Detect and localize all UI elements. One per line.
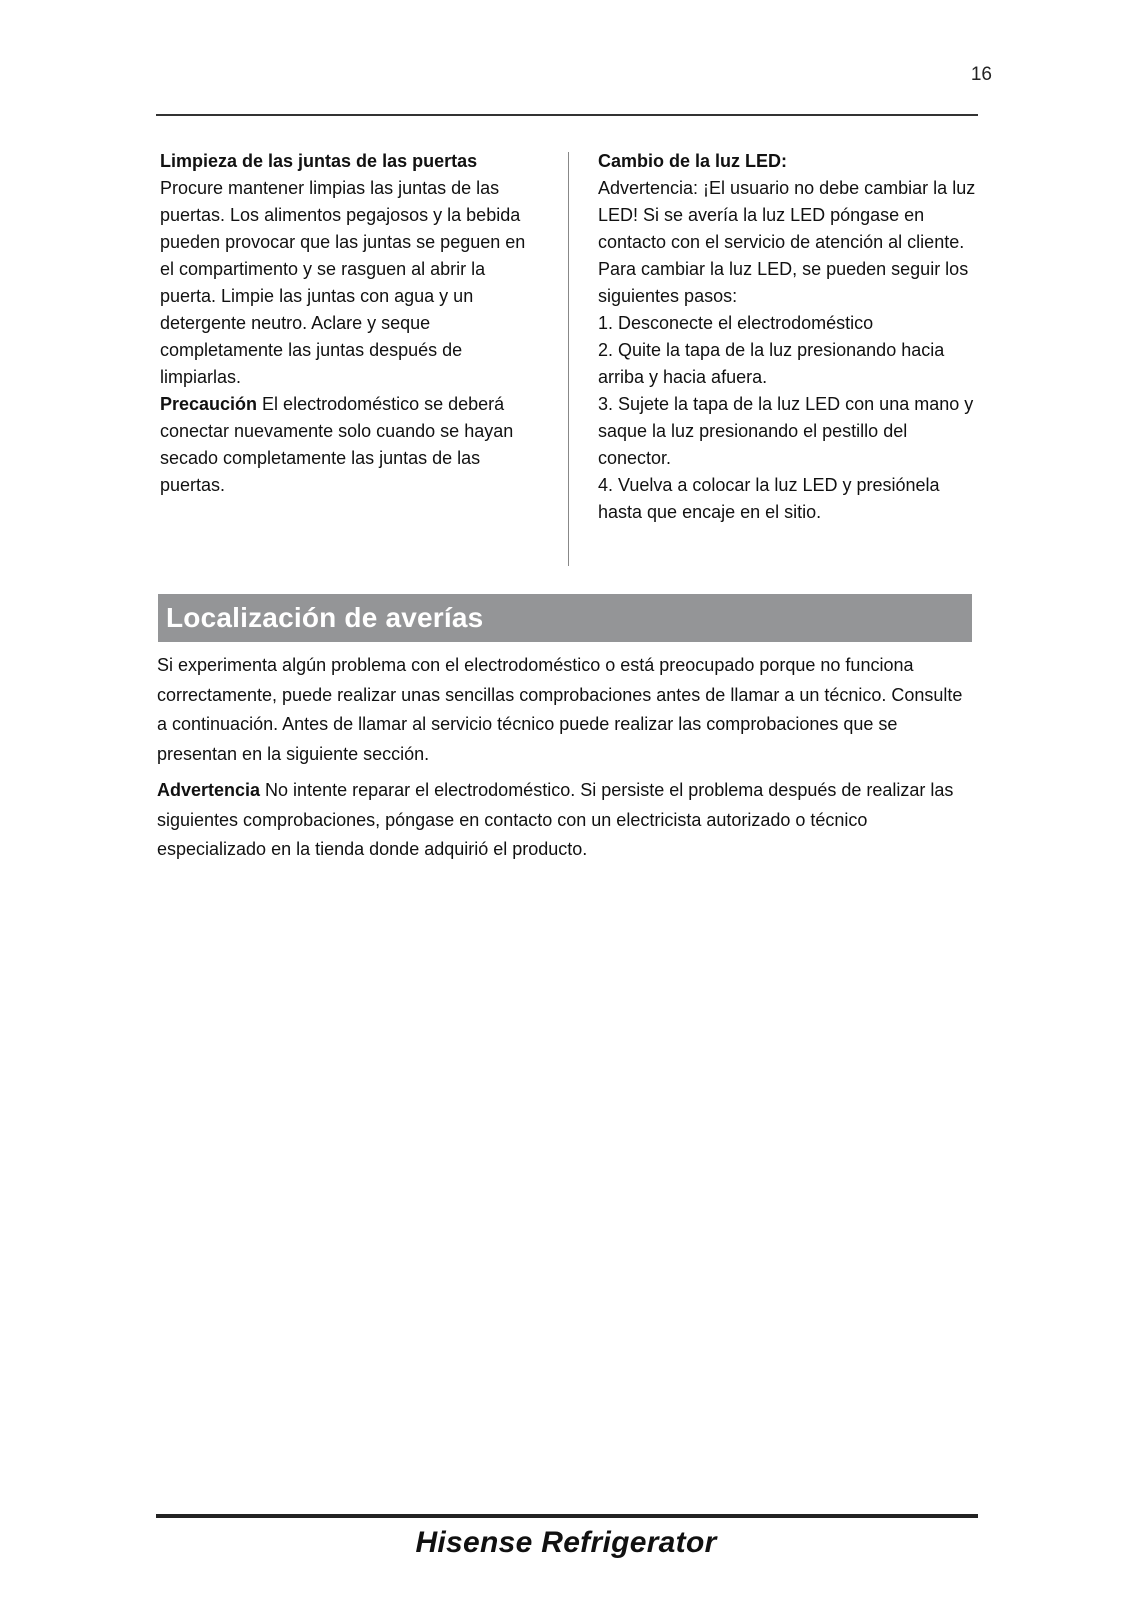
caution-text: El electrodoméstico se deberá conectar nuevamente solo cuando se hayan secado completamente las juntas de las puertas.: [160, 394, 514, 495]
led-step: 4. Vuelva a colocar la luz LED y presiónela hasta que encaje en el sitio.: [598, 475, 940, 522]
caution-paragraph: [160, 391, 540, 499]
intro-text: Si experimenta algún problema con el electrodoméstico o está preocupado porque no funciona correctamente, puede realizar unas sencillas comprobaciones antes de llamar a un técnico. Consulte a continuación. Antes de llamar al servicio técnico puede realizar las comprobaciones que se presentan en la siguiente sección.: [157, 655, 963, 764]
caution-label: Precaución: [160, 394, 258, 414]
warning-paragraph: [157, 776, 977, 865]
led-change-heading: Cambio de la luz LED:: [598, 151, 788, 171]
page-number: 16: [970, 64, 992, 85]
warning-label: Advertencia: [157, 780, 261, 800]
gasket-cleaning-text: Procure mantener limpias las juntas de las puertas. Los alimentos pegajosos y la bebida pueden provocar que las juntas se peguen en el compartimento y se rasguen al abrir la puerta. Limpie las juntas con agua y un detergente neutro. Aclare y seque completamente las juntas después de limpiarlas.: [160, 178, 526, 387]
right-column: [598, 148, 978, 526]
led-step: 2. Quite la tapa de la luz presionando hacia arriba y hacia afuera.: [598, 340, 945, 387]
warning-text: No intente reparar el electrodoméstico. Si persiste el problema después de realizar las siguientes comprobaciones, póngase en contacto con un electricista autorizado o técnico especializado en la tienda donde adquirió el producto.: [157, 780, 954, 859]
troubleshooting-intro: [157, 651, 977, 769]
left-column: [160, 148, 540, 499]
troubleshooting-warning: [157, 776, 977, 865]
led-step: 1. Desconecte el electrodoméstico: [598, 313, 874, 333]
footer-rule: [156, 1514, 978, 1518]
led-step: 3. Sujete la tapa de la luz LED con una mano y saque la luz presionando el pestillo del conector.: [598, 394, 974, 468]
section-header-bar: [158, 594, 972, 642]
led-change-text: Advertencia: ¡El usuario no debe cambiar la luz LED! Si se avería la luz LED póngase en contacto con el servicio de atención al cliente. Para cambiar la luz LED, se pueden seguir los siguientes pasos:: [598, 178, 976, 306]
section-title: Localización de averías: [166, 602, 484, 633]
gasket-cleaning-heading: Limpieza de las juntas de las puertas: [160, 151, 478, 171]
header-rule: [156, 114, 978, 116]
brand-footer: Hisense Refrigerator: [415, 1526, 717, 1559]
column-divider: [568, 152, 569, 566]
